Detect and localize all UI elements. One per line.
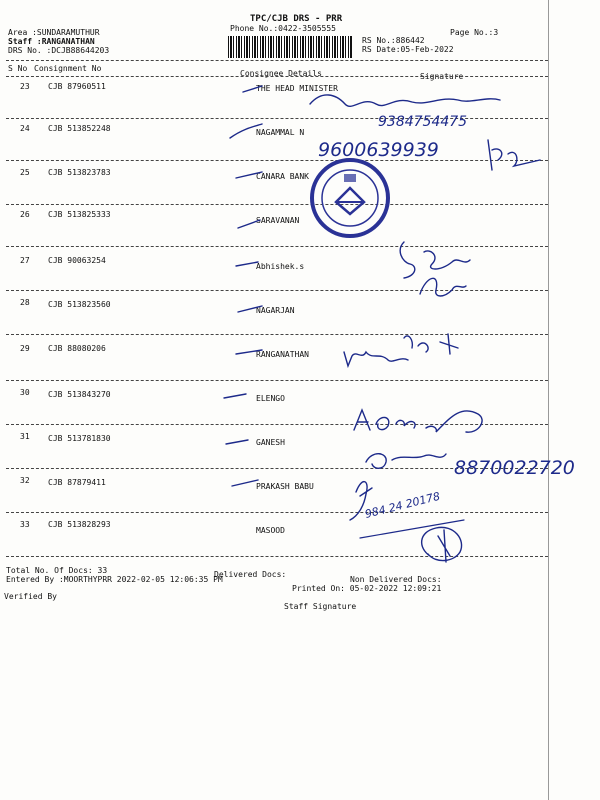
signature-row-29 <box>344 352 408 366</box>
row-consignee: NAGARJAN <box>256 306 295 315</box>
row-consignment: CJB 513843270 <box>48 390 111 399</box>
pen-tick <box>236 350 262 354</box>
staff-label: Staff :RANGANATHAN <box>8 37 95 46</box>
pen-tick <box>232 480 258 486</box>
row-consignee: ELENGO <box>256 394 285 403</box>
row-sno: 32 <box>20 476 30 485</box>
row-consignment: CJB 88080206 <box>48 344 106 353</box>
row-consignment: CJB 513852248 <box>48 124 111 133</box>
row-consignment: CJB 513825333 <box>48 210 111 219</box>
signature-row-28 <box>420 278 466 296</box>
row-consignee: Abhishek.s <box>256 262 305 271</box>
row-consignee: THE HEAD MINISTER <box>256 84 338 93</box>
row-consignment: CJB 513828293 <box>48 520 111 529</box>
column-sno: S No <box>8 64 28 73</box>
signature-row-23 <box>310 95 500 106</box>
column-consignee: Consignee Details <box>240 69 322 78</box>
row-consignee: CANARA BANK <box>256 172 309 181</box>
row-sno: 26 <box>20 210 30 219</box>
signature-row-30 <box>354 410 482 432</box>
bank-stamp <box>308 156 392 240</box>
phone-number: Phone No.:0422-3505555 <box>230 24 336 33</box>
row-consignee: SARAVANAN <box>256 216 300 225</box>
delivered-docs: Delivered Docs: <box>214 570 287 579</box>
pen-tick <box>243 86 262 92</box>
row-consignment: CJB 87879411 <box>48 478 106 487</box>
row-sno: 28 <box>20 298 30 307</box>
handwritten-phone-2: 9600639939 <box>318 139 439 161</box>
row-consignment: CJB 513823560 <box>48 300 111 309</box>
pen-tick <box>236 262 258 266</box>
column-consignment: Consignment No <box>34 64 102 73</box>
verified-by: Verified By <box>4 592 57 601</box>
handwritten-phone-3: 8870022720 <box>454 457 575 479</box>
signature-row-26 <box>400 242 470 278</box>
printed-on: Printed On: 05-02-2022 12:09:21 <box>292 584 442 593</box>
pen-tick <box>238 220 260 228</box>
row-sno: 25 <box>20 168 30 177</box>
row-consignment: CJB 87960511 <box>48 82 106 91</box>
signature-row-33 <box>422 527 462 562</box>
row-consignee: RANGANATHAN <box>256 350 309 359</box>
row-sno: 31 <box>20 432 30 441</box>
pen-tick <box>226 440 248 444</box>
row-consignee: MASOOD <box>256 526 285 535</box>
row-consignment: CJB 513823783 <box>48 168 111 177</box>
rs-date: RS Date:05-Feb-2022 <box>362 45 454 54</box>
row-consignee: PRAKASH BABU <box>256 482 314 491</box>
area-label: Area :SUNDARAMUTHUR <box>8 28 100 37</box>
row-sno: 30 <box>20 388 30 397</box>
pen-tick <box>224 394 246 398</box>
row-consignment: CJB 90063254 <box>48 256 106 265</box>
signature-row-33-stroke <box>360 520 464 538</box>
handwritten-phone-4: 984 24 20178 <box>363 489 442 521</box>
row-consignee: GANESH <box>256 438 285 447</box>
row-consignment: CJB 513781830 <box>48 434 111 443</box>
entered-by: Entered By :MOORTHYPRR 2022-02-05 12:06:35 PM <box>6 575 223 584</box>
row-consignee: NAGAMMAL N <box>256 128 305 137</box>
signature-row-24 <box>488 140 540 170</box>
handwritten-phone-1: 9384754475 <box>378 114 468 130</box>
document-title: TPC/CJB DRS - PRR <box>250 14 343 24</box>
pen-tick <box>236 172 262 178</box>
signature-row-29b <box>404 334 458 354</box>
page-number: Page No.:3 <box>450 28 499 37</box>
row-sno: 27 <box>20 256 30 265</box>
pen-tick <box>238 306 262 312</box>
rs-number: RS No.:886442 <box>362 36 425 45</box>
row-sno: 33 <box>20 520 30 529</box>
pen-tick <box>230 124 262 138</box>
total-docs: Total No. Of Docs: 33 <box>6 566 108 575</box>
row-sno: 29 <box>20 344 30 353</box>
row-sno: 23 <box>20 82 30 91</box>
column-signature: Signature <box>420 72 464 81</box>
row-sno: 24 <box>20 124 30 133</box>
signature-row-31 <box>366 454 446 469</box>
non-delivered-docs: Non Delivered Docs: <box>350 575 442 584</box>
staff-signature: Staff Signature <box>284 602 357 611</box>
drs-number: DRS No. :DCJB88644203 <box>8 46 110 55</box>
